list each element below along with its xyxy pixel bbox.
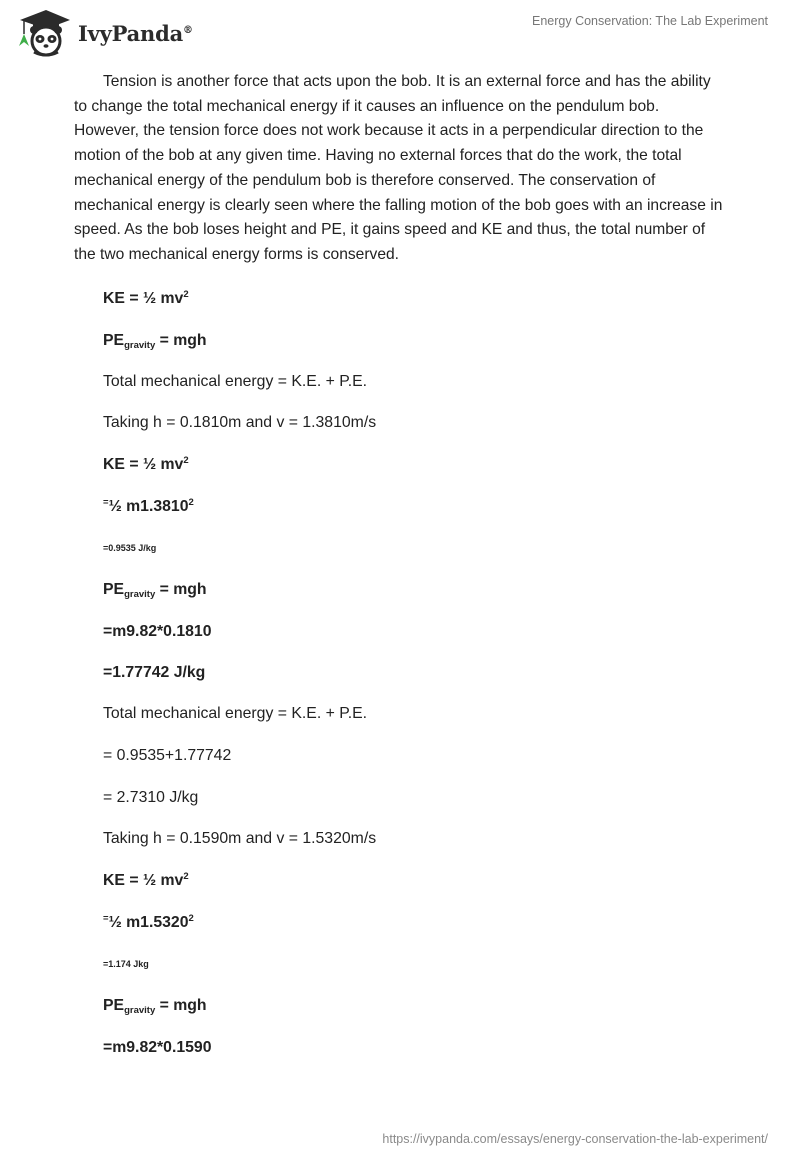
pe-label: PE: [103, 581, 125, 598]
equals-superscript: =: [103, 913, 109, 924]
essay-content: [74, 70, 726, 268]
trial1-ke-result: =0.9535 J/kg: [103, 543, 157, 553]
trial2-values: Taking h = 0.1590m and v = 1.5320m/s: [103, 830, 377, 847]
ke-substitution-text: ½ m1.3810: [108, 498, 189, 515]
pe-subscript: gravity: [124, 340, 156, 351]
squared-exponent: 2: [188, 913, 194, 924]
pe-subscript: gravity: [124, 1005, 156, 1016]
squared-exponent: 2: [183, 455, 189, 466]
source-url[interactable]: https://ivypanda.com/essays/energy-conservation-the-lab-experiment/: [382, 1132, 768, 1146]
squared-exponent: 2: [183, 871, 189, 882]
trial2-ke-result: =1.174 Jkg: [103, 959, 149, 969]
trial1-pe-formula: [103, 580, 207, 600]
squared-exponent: 2: [183, 289, 189, 300]
page-header: [0, 0, 800, 60]
pe-label: PE: [103, 997, 125, 1014]
total-energy-definition: Total mechanical energy = K.E. + P.E.: [103, 373, 368, 390]
trial1-total: = 2.7310 J/kg: [103, 789, 199, 806]
squared-exponent: 2: [188, 497, 194, 508]
trial1-sum: = 0.9535+1.77742: [103, 747, 232, 764]
logo-text: IvyPanda: [78, 20, 184, 46]
ke-formula: [103, 289, 189, 309]
trial2-ke-formula: [103, 871, 189, 891]
trial1-ke-formula: [103, 455, 189, 475]
pe-rhs: = mgh: [155, 997, 207, 1014]
ke-formula-text: KE = ½ mv: [103, 456, 184, 473]
body-paragraph: Tension is another force that acts upon the bob. It is an external force and has the ability to change the total mechanical energy if it causes an influence on the pendulum bob. However, the tension force does not work because it acts in a perpendicular direction to the motion of the bob at any given time. Having no external forces that do the work, the total mechanical energy of the pendulum bob is therefore conserved. The conservation of mechanical energy is clearly seen where the falling motion of the bob goes with an increase in speed. As the bob loses height and PE, it gains speed and KE and thus, the total number of the two mechanical energy forms is conserved.: [74, 73, 723, 263]
pe-rhs: = mgh: [155, 332, 207, 349]
trial1-total-definition: Total mechanical energy = K.E. + P.E.: [103, 705, 368, 722]
logo-registered-mark: ®: [183, 24, 193, 36]
ke-substitution-text: ½ m1.5320: [108, 914, 189, 931]
trial2-pe-formula: [103, 996, 207, 1016]
pe-formula: [103, 331, 207, 351]
ivypanda-logo[interactable]: [14, 8, 193, 58]
equals-superscript: =: [103, 497, 109, 508]
trial1-pe-substitution: =m9.82*0.1810: [103, 623, 212, 640]
panda-graduate-icon: [14, 8, 72, 58]
pe-rhs: = mgh: [155, 581, 207, 598]
trial1-pe-result: =1.77742 J/kg: [103, 664, 206, 681]
ke-formula-text: KE = ½ mv: [103, 872, 184, 889]
document-title: Energy Conservation: The Lab Experiment: [531, 14, 768, 28]
pe-subscript: gravity: [124, 589, 156, 600]
trial2-pe-substitution: =m9.82*0.1590: [103, 1039, 212, 1056]
trial1-values: Taking h = 0.1810m and v = 1.3810m/s: [103, 414, 377, 431]
trial2-ke-substitution: [103, 913, 194, 933]
logo-wordmark: [78, 21, 193, 46]
trial1-ke-substitution: [103, 497, 194, 517]
pe-label: PE: [103, 332, 125, 349]
ke-formula-text: KE = ½ mv: [103, 290, 184, 307]
